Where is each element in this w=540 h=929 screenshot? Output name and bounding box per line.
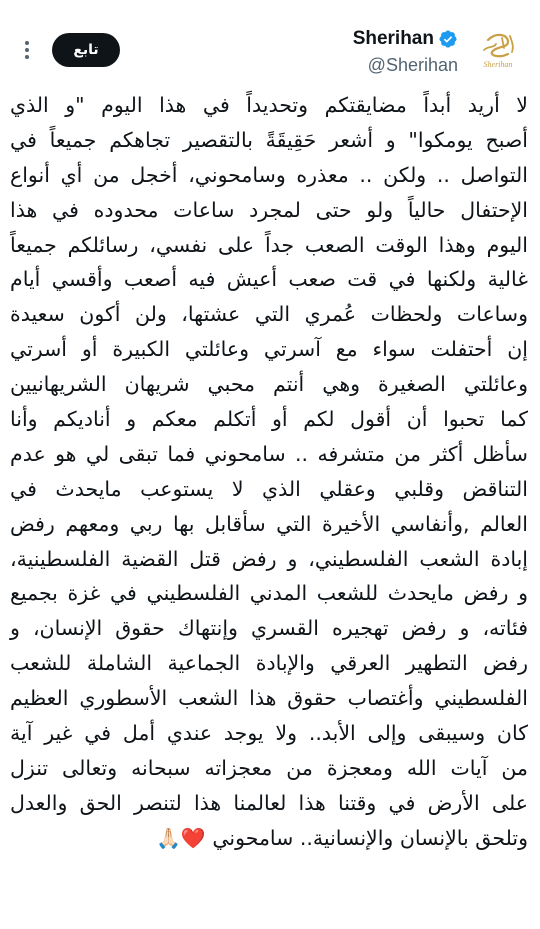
author-handle[interactable]: @Sherihan xyxy=(367,55,458,75)
tweet-text-line: على الأرض في وقتنا هذا لعالمنا هذا لتنصر الحق والعدل xyxy=(10,790,528,815)
tweet-text-line: أصبح يومكوا" و أشعر حَقِيقَةً بالتقصير تجاهكم جميعاً في xyxy=(10,127,528,152)
verified-badge-icon xyxy=(438,29,458,49)
tweet-text-line: اليوم وهذا الوقت الصعب جداً على نفسي، رسائلكم جميعاً xyxy=(10,232,528,257)
tweet-text xyxy=(10,88,528,856)
tweet-text-line: لا أريد أبداً مضايقتكم وتحديداً في هذا اليوم "و الذي xyxy=(10,93,528,117)
tweet-text-line: العالم ,وأنفاسي الأخيرة التي سأقابل بها ربي ومعهم رفض xyxy=(10,511,528,536)
tweet-text-line: وعائلتي الصغيرة وهي أنتم محبي شريهان الشريهانيين xyxy=(10,372,528,397)
author-info xyxy=(353,27,458,76)
more-options-icon[interactable] xyxy=(17,38,37,62)
tweet-text-line: وتلحق بالإنسان والإنسانية.. سامحوني xyxy=(212,825,528,850)
tweet-text-line: من آيات الله ومعجزة من معجزاته سبحانه وتعالى تنزل xyxy=(10,755,528,780)
tweet-text-line: كما تحبوا أن أقول لكم أو أتكلم معكم و أناديكم وأنا xyxy=(10,407,528,432)
tweet-text-line: التواصل .. ولكن .. معذره وسامحوني، أخجل من أي أنواع xyxy=(10,162,528,187)
tweet-text-line: غالية ولكنها في قت صعب أعيش فيه أصعب وأقسي أيام xyxy=(10,267,528,292)
tweet-text-line: إبادة الشعب الفلسطيني، و رفض قتل القضية الفلسطينية، xyxy=(10,546,528,571)
tweet-text-line: رفض التطهير العرقي والإبادة الجماعية الشاملة للشعب xyxy=(10,651,528,676)
tweet-text-line: التناقض وقلبي وعقلي الذي لا يستوعب مايحدث في xyxy=(10,476,528,501)
avatar[interactable] xyxy=(474,26,522,74)
red-heart-emoji: ❤️ xyxy=(180,825,206,850)
author-display-name[interactable]: Sherihan xyxy=(352,28,434,49)
avatar-logo-text: Sherihan xyxy=(483,60,513,69)
author-name-row xyxy=(353,27,458,51)
tweet-text-line: سأظل أكثر من متشرفه .. سامحوني فما تبقى لي هو عدم xyxy=(10,441,528,466)
follow-button[interactable]: تابع xyxy=(52,33,120,67)
tweet-header xyxy=(0,0,540,90)
tweet-text-line: فئاته، و رفض تهجيره القسري وإنتهاك حقوق الإنسان، و xyxy=(10,616,528,641)
sherihan-signature-logo xyxy=(474,26,522,74)
tweet-text-line: وساعات ولحظات عُمري التي عشتها، ولن أكون سعيدة xyxy=(10,302,528,327)
tweet-text-line: كان وسيبقى وإلى الأبد.. ولا يوجد عندي أمل في غير آية xyxy=(10,721,528,746)
folded-hands-emoji: 🙏🏻 xyxy=(155,825,181,850)
tweet-text-last-line xyxy=(10,821,528,856)
tweet-text-line: الإحتفال حالياً ولو حتى لمجرد ساعات محدوده في هذا xyxy=(10,197,528,222)
tweet-text-line: إن أحتفلت سواء مع آسرتي وعائلتي الكبيرة أو أسرتي xyxy=(10,337,528,362)
tweet-text-line: الفلسطيني وأغتصاب حقوق هذا الشعب الأسطوري العظيم xyxy=(10,686,528,711)
tweet-text-line: و رفض مايحدث للشعب المدني الفلسطيني في غزة بجميع xyxy=(10,581,528,606)
